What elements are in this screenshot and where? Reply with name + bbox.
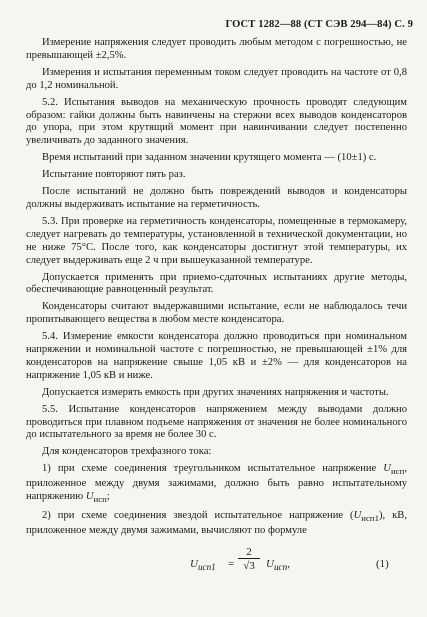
symbol-u: U: [353, 510, 362, 522]
paragraph: 5.4. Измерение емкости конденсатора должно проводиться при номинальном напряжении и номинальной частоте с погрешностью, не превышающей ±1% для конденсаторов на напряжение свыше 1,05 кВ и ±2% — для конденсаторов на напряжение 1,05 кВ и ниже.: [26, 331, 407, 381]
paragraph: После испытаний не должно быть повреждений выводов и конденсаторы должны выдерживать испытание на герметичность.: [26, 186, 407, 210]
symbol-u: U: [85, 491, 94, 503]
formula-number: (1): [376, 558, 389, 571]
paragraph: Измерения и испытания переменным током следует проводить на частоте от 0,8 до 1,2 номинальной.: [26, 66, 407, 91]
paragraph: 5.2. Испытания выводов на механическую прочность проводят следующим образом: гайки должны быть навинчены на стержни всех выводов конденсаторов до упора, при этом крутящий момент при навинчивании следует постепенно увеличивать до заданного значения.: [26, 96, 407, 147]
formula-rhs: $U_{исп}$,: [266, 558, 290, 573]
paragraph: Время испытаний при заданном значении крутящего момента — (10±1) с.: [42, 152, 377, 164]
symbol-subscript: исп1: [361, 513, 380, 524]
paragraph: Измерение напряжения следует проводить любым методом с погрешностью, не превышающей ±2,5%.: [26, 37, 407, 61]
paragraph: Конденсаторы считают выдержавшими испытание, если не наблюдалось течи пропитывающего вещества в любом месте конденсатора.: [26, 301, 407, 326]
formula-1: [26, 542, 407, 586]
paragraph: Для конденсаторов трехфазного тока:: [42, 446, 212, 458]
fraction-numerator: 2: [238, 546, 260, 559]
paragraph: Допускается применять при приемо-сдаточных испытаниях другие методы, обеспечивающие равноценный результат.: [26, 271, 407, 296]
formula-fraction: [238, 546, 260, 573]
symbol-subscript: исп: [93, 494, 107, 505]
formula-lhs: $U_{исп1}$: [190, 558, 216, 573]
formula-equals: =: [228, 558, 235, 571]
symbol-subscript: исп: [390, 466, 405, 477]
paragraph: 5.5. Испытание конденсаторов напряжением между выводами должно проводиться при плавном подъеме напряжения от значения не более номинального до испытательного за время не более 30 с.: [26, 403, 407, 441]
paragraph: 5.3. При проверке на герметичность конденсаторы, помещенные в термокамеру, следует нагревать до температуры, установленной в технической документации, но не ниже 75°С. После того, как конденсаторы достигнут этой температуры, их следует выдерживать еще 2 ч при вышеуказанной температуре.: [26, 215, 407, 266]
list-item-star: 2) при схеме соединения звездой испытательное напряжение $(U_{исп1})$, кВ, приложенное между двумя зажимами, вычисляют по формуле: [26, 510, 408, 537]
page-header: ГОСТ 1282—88 (СТ СЭВ 294—84) С. 9: [225, 19, 413, 30]
paragraph: Допускается измерять емкость при других значениях напряжения и частоты.: [42, 386, 389, 398]
paragraph: Испытание повторяют пять раз.: [42, 169, 186, 181]
symbol-u: U: [383, 463, 391, 475]
fraction-denominator: √3: [243, 560, 255, 573]
list-item-triangle: 1) при схеме соединения треугольником испытательное напряжение $U_{исп}$, приложенное между двумя зажимами, должно быть равно испытательному напряжению $U_{исп}$;: [26, 463, 407, 505]
document-body: [26, 37, 407, 586]
